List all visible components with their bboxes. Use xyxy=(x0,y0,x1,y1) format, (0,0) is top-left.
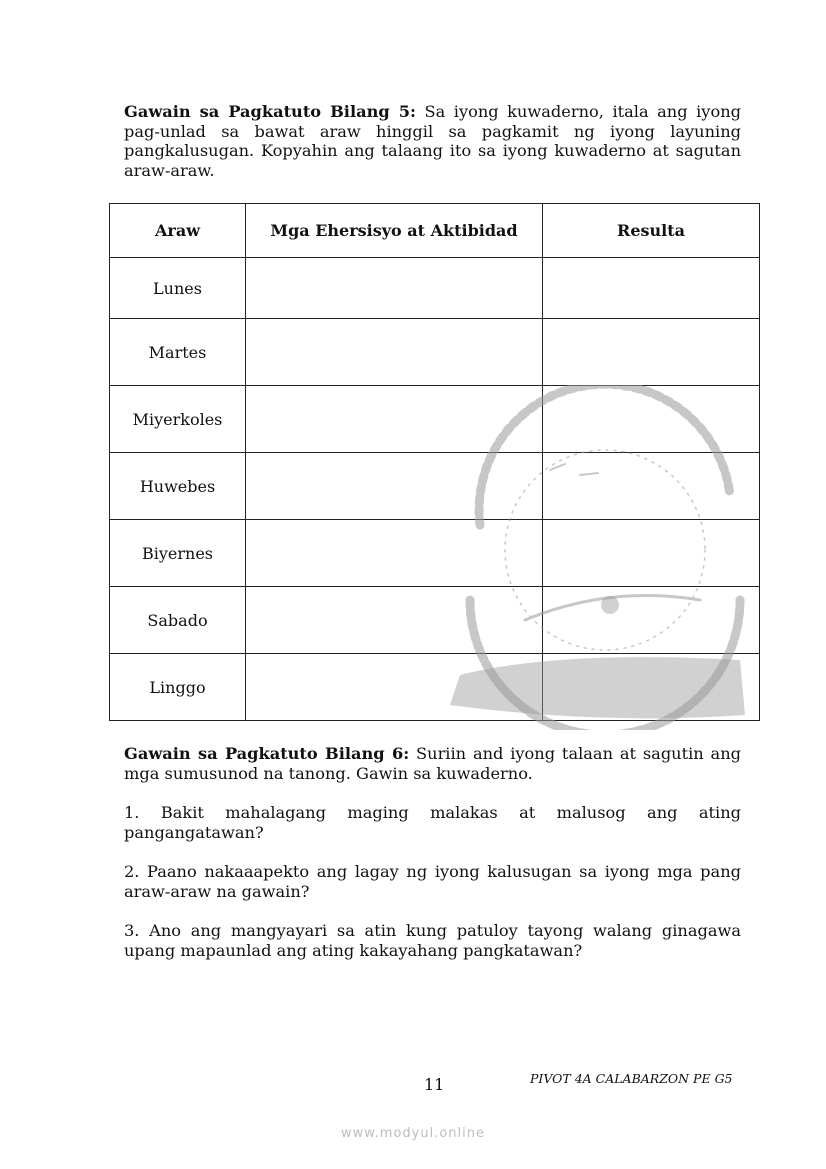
page-number: 11 xyxy=(424,1075,445,1094)
table-row xyxy=(110,587,760,654)
table-row xyxy=(110,386,760,453)
question-1: 1. Bakit mahalagang maging malakas at malusog ang ating pangangatawan? xyxy=(124,803,741,842)
table-row xyxy=(110,319,760,386)
result-cell xyxy=(543,654,760,721)
result-cell xyxy=(543,453,760,520)
daily-progress-table xyxy=(109,203,760,721)
activity-cell xyxy=(246,453,543,520)
result-cell xyxy=(543,587,760,654)
table-row xyxy=(110,258,760,319)
activity-cell xyxy=(246,319,543,386)
series-label: PIVOT 4A CALABARZON PE G5 xyxy=(530,1071,733,1086)
header-ehersisyo: Mga Ehersisyo at Aktibidad xyxy=(246,204,543,258)
table-header-row xyxy=(110,204,760,258)
day-cell: Linggo xyxy=(110,654,246,721)
question-3: 3. Ano ang mangyayari sa atin kung patuloy tayong walang ginagawa upang mapaunlad ang ating kakayahang pangkatawan? xyxy=(124,921,741,960)
day-cell: Huwebes xyxy=(110,453,246,520)
activity-6-instructions xyxy=(124,744,741,783)
activity-cell xyxy=(246,520,543,587)
activity-cell xyxy=(246,386,543,453)
day-cell: Sabado xyxy=(110,587,246,654)
table-row xyxy=(110,453,760,520)
table-row xyxy=(110,520,760,587)
result-cell xyxy=(543,319,760,386)
activity-6-text: Suriin and iyong talaan at sagutin ang mga sumusunod na tanong. Gawin sa kuwaderno. xyxy=(124,744,741,783)
header-resulta: Resulta xyxy=(543,204,760,258)
day-cell: Martes xyxy=(110,319,246,386)
activity-5-heading: Gawain sa Pagkatuto Bilang 5: xyxy=(124,102,416,121)
site-watermark: www.modyul.online xyxy=(340,1126,486,1141)
activity-cell xyxy=(246,258,543,319)
activity-cell xyxy=(246,654,543,721)
question-2: 2. Paano nakaaapekto ang lagay ng iyong kalusugan sa iyong mga pang araw-araw na gawain? xyxy=(124,862,741,901)
result-cell xyxy=(543,386,760,453)
table-row xyxy=(110,654,760,721)
activity-cell xyxy=(246,587,543,654)
activity-5-text: Sa iyong kuwaderno, itala ang iyong pag-unlad sa bawat araw hinggil sa pagkamit ng iyong layuning pangkalusugan. Kopyahin ang talaang ito sa iyong kuwaderno at sagutan araw-araw. xyxy=(124,102,741,180)
activity-6-heading: Gawain sa Pagkatuto Bilang 6: xyxy=(124,744,410,763)
result-cell xyxy=(543,258,760,319)
day-cell: Biyernes xyxy=(110,520,246,587)
activity-5-instructions xyxy=(124,102,741,180)
header-araw: Araw xyxy=(110,204,246,258)
day-cell: Lunes xyxy=(110,258,246,319)
result-cell xyxy=(543,520,760,587)
day-cell: Miyerkoles xyxy=(110,386,246,453)
